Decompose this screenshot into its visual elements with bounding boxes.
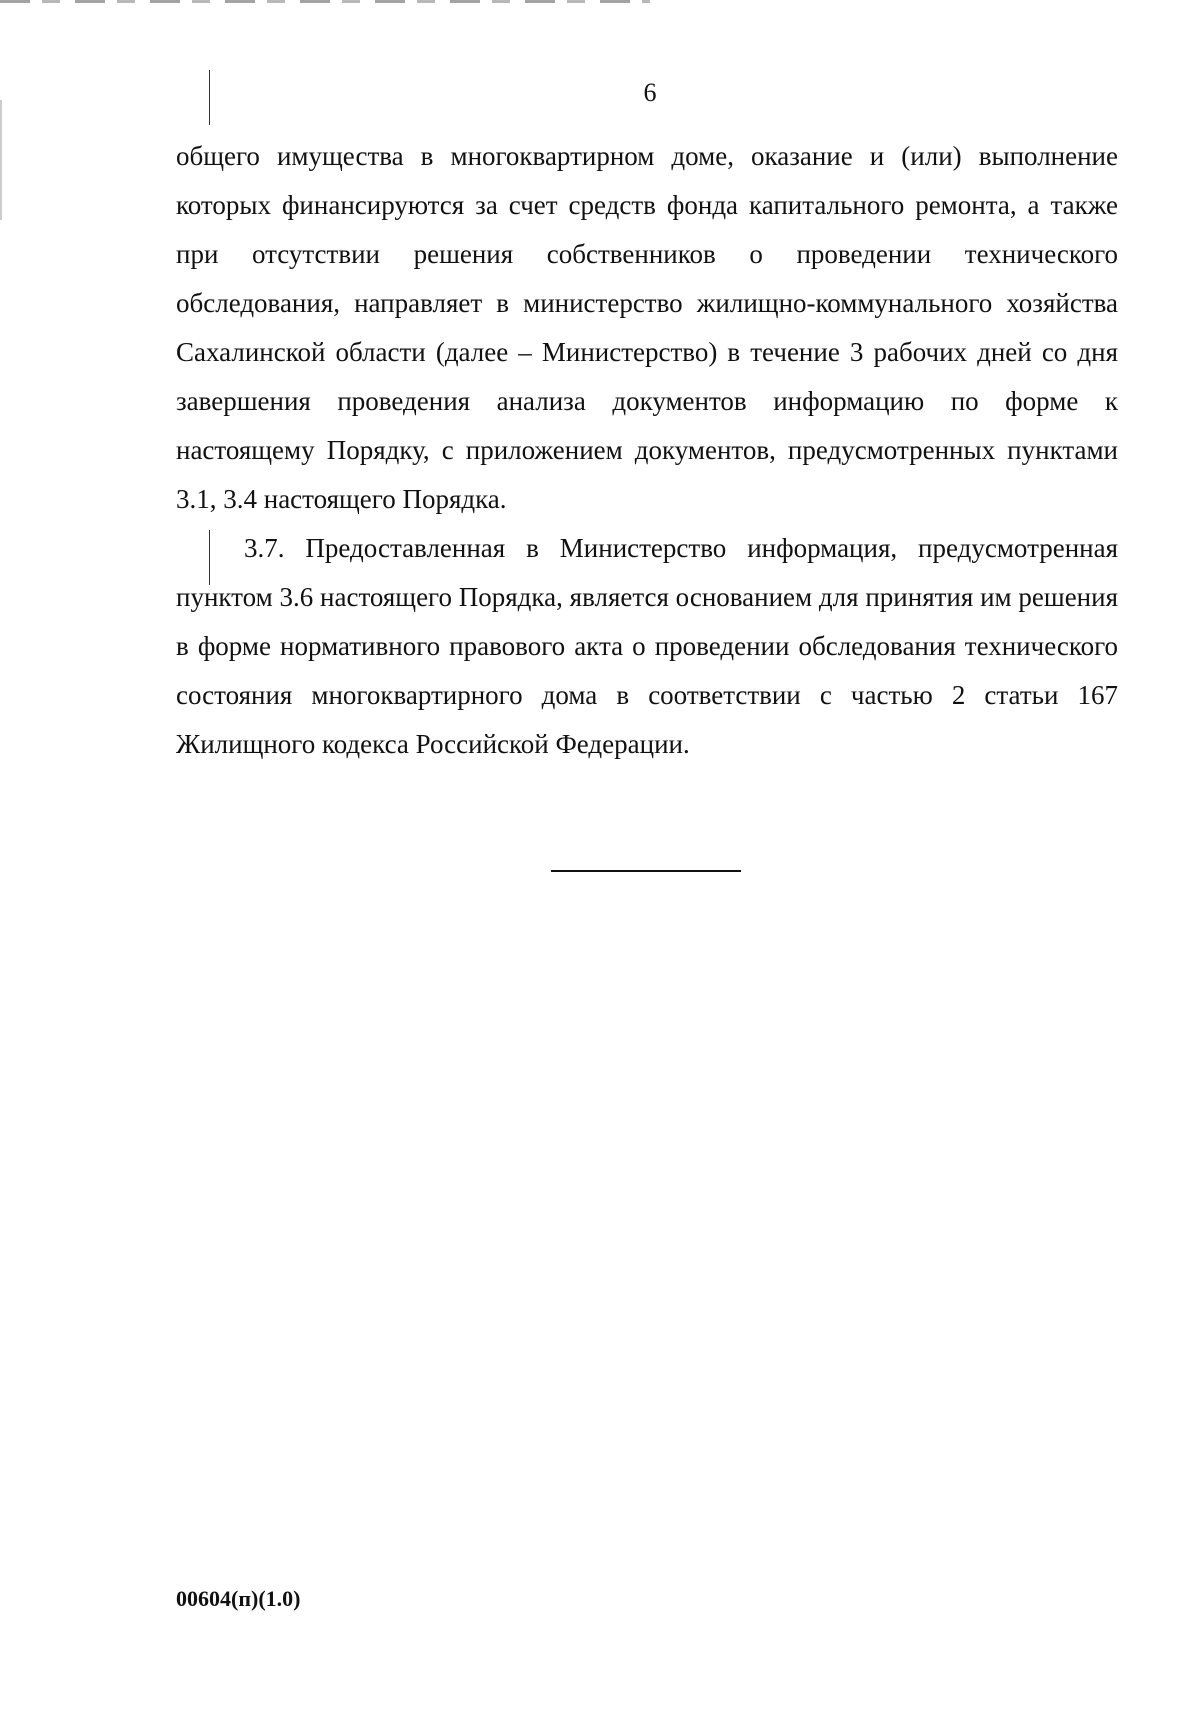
page-number: 6 [643,78,657,107]
end-separator-line [551,870,741,872]
scan-artifact-top [0,0,650,3]
document-body [176,132,1118,769]
document-code: 00604(п)(1.0) [176,1586,301,1611]
paragraph-continuation: общего имущества в многоквартирном доме, оказание и (или) выполнение которых финансируются за счет средств фонда капитального ремонта, а также при отсутствии решения собственников о проведении технического обследования, направляет в министерство жилищно-коммунального хозяйства Сахалинской области (далее – Министерство) в течение 3 рабочих дней со дня завершения проведения анализа документов информацию по форме к настоящему Порядку, с приложением документов, предусмотренных пунктами 3.1, 3.4 настоящего Порядка. [176,141,1118,514]
scan-artifact-left [0,100,2,220]
paragraph-3-7: 3.7. Предоставленная в Министерство информация, предусмотренная пунктом 3.6 настоящего Порядка, является основанием для принятия им решения в форме нормативного правового акта о проведении обследования технического состояния многоквартирного дома в соответствии с частью 2 статьи 167 Жилищного кодекса Российской Федерации. [176,533,1118,759]
